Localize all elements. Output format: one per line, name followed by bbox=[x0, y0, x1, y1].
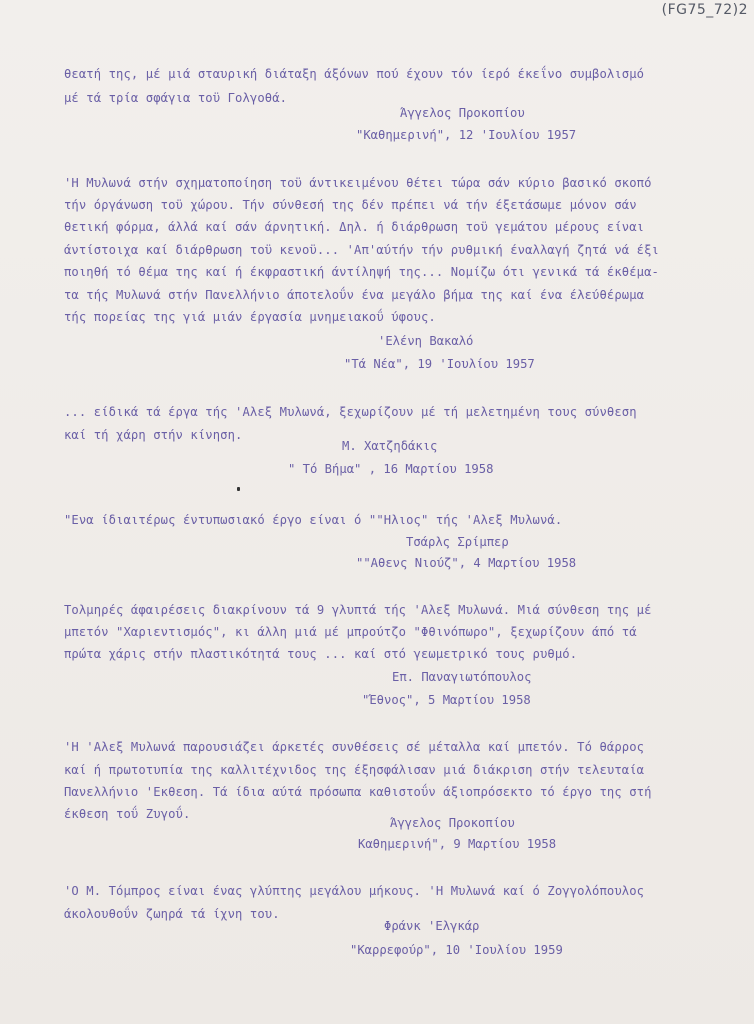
quote-line: τής πορείας της γιά μιάν έργασία μνημειακοΰ ύφους. bbox=[64, 310, 436, 324]
quote-author: Μ. Χατζηδάκις bbox=[342, 439, 438, 453]
quote-author: 'Ελένη Βακαλό bbox=[378, 334, 474, 348]
quote-source: "Τά Νέα", 19 'Ιουλίου 1957 bbox=[344, 357, 535, 371]
quote-line: θεατή της, μέ μιά σταυρική διάταξη άξόνων πού έχουν τόν ίερό έκεΐνο συμβολισμό bbox=[64, 67, 645, 81]
quote-line: τα τής Μυλωνά στήν Πανελλήνιο άποτελοΰν ένα μεγάλο βήμα της καί ένα έλεύθέρωμα bbox=[64, 288, 645, 302]
quote-line: άντίστοιχα καί διάρθρωση τοϋ κενοϋ... 'Απ'αύτήν τήν ρυθμική έναλλαγή ζητά νά έξι bbox=[64, 243, 659, 257]
quote-line: μπετόν "Χαριεντισμός", κι άλλη μιά μέ μπρούτζο "Φθινόπωρο", ξεχωρίζουν άπό τά bbox=[64, 625, 637, 639]
quote-line: Πανελλήνιο 'Εκθεση. Τά ίδια αύτά πρόσωπα καθιστοΰν άξιοπρόσεκτο τό έργο της στή bbox=[64, 785, 652, 799]
quote-line: θετική φόρμα, άλλά καί σάν άρνητική. Δηλ. ή διάρθρωση τοϋ γεμάτου μέρους είναι bbox=[64, 220, 645, 234]
quote-line: Τολμηρές άφαιρέσεις διακρίνουν τά 9 γλυπτά τής 'Αλεξ Μυλωνά. Μιά σύνθεση της μέ bbox=[64, 603, 652, 617]
quote-line: μέ τά τρία σφάγια τοϋ Γολγοθά. bbox=[64, 91, 288, 105]
quote-source: " Τό Βήμα" , 16 Μαρτίου 1958 bbox=[288, 462, 494, 476]
quote-author: Άγγελος Προκοπίου bbox=[390, 816, 515, 830]
quote-line: 'Η 'Αλεξ Μυλωνά παρουσιάζει άρκετές συνθέσεις σέ μέταλλα καί μπετόν. Τό θάρρος bbox=[64, 740, 645, 754]
quote-line: καί ή πρωτοτυπία της καλλιτέχνιδος της έξησφάλισαν μιά διάκριση στήν τελευταία bbox=[64, 763, 645, 777]
quote-source: ""Αθενς Νιούζ", 4 Μαρτίου 1958 bbox=[356, 556, 577, 570]
quote-line: 'Η Μυλωνά στήν σχηματοποίηση τοϋ άντικειμένου θέτει τώρα σάν κύριο βασικό σκοπό bbox=[64, 176, 652, 190]
archive-reference: (FG75_72)2 bbox=[661, 2, 748, 18]
quote-line: "Ενα ίδιαιτέρως έντυπωσιακό έργο είναι ό ""Ηλιος" τής 'Αλεξ Μυλωνά. bbox=[64, 513, 563, 527]
quote-source: "Καθημερινή", 12 'Ιουλίου 1957 bbox=[356, 128, 577, 142]
quote-line: τήν όργάνωση τοϋ χώρου. Τήν σύνθεσή της δέν πρέπει νά τήν έξετάσωμε μόνον σάν bbox=[64, 198, 637, 212]
quote-line: ... είδικά τά έργα τής 'Αλεξ Μυλωνά, ξεχωρίζουν μέ τή μελετημένη τους σύνθεση bbox=[64, 405, 637, 419]
quote-author: Φράνκ 'Ελγκάρ bbox=[384, 919, 480, 933]
quote-line: άκολουθοΰν ζωηρά τά ίχνη του. bbox=[64, 907, 280, 921]
quote-author: Επ. Παναγιωτόπουλος bbox=[392, 670, 532, 684]
quote-source: "Καρρεφούρ", 10 'Ιουλίου 1959 bbox=[350, 943, 563, 957]
quote-line: έκθεση τοΰ Ζυγοΰ. bbox=[64, 807, 191, 821]
quote-source: "Έθνος", 5 Μαρτίου 1958 bbox=[362, 693, 531, 707]
quote-line: πρώτα χάρις στήν πλαστικότητά τους ... καί στό γεωμετρικό τους ρυθμό. bbox=[64, 647, 578, 661]
quote-line: ποιηθή τό θέμα της καί ή έκφραστική άντίληψή της... Νομίζω ότι γενικά τά έκθέμα- bbox=[64, 265, 659, 279]
quote-line: καί τή χάρη στήν κίνηση. bbox=[64, 428, 243, 442]
quote-source: Καθημερινή", 9 Μαρτίου 1958 bbox=[358, 837, 557, 851]
quote-line: 'Ο Μ. Τόμπρος είναι ένας γλύπτης μεγάλου μήκους. 'Η Μυλωνά καί ό Ζογγολόπουλος bbox=[64, 884, 645, 898]
quote-author: Τσάρλς Σρίμπερ bbox=[406, 535, 509, 549]
quote-author: Άγγελος Προκοπίου bbox=[400, 106, 525, 120]
ink-speck bbox=[237, 487, 240, 491]
